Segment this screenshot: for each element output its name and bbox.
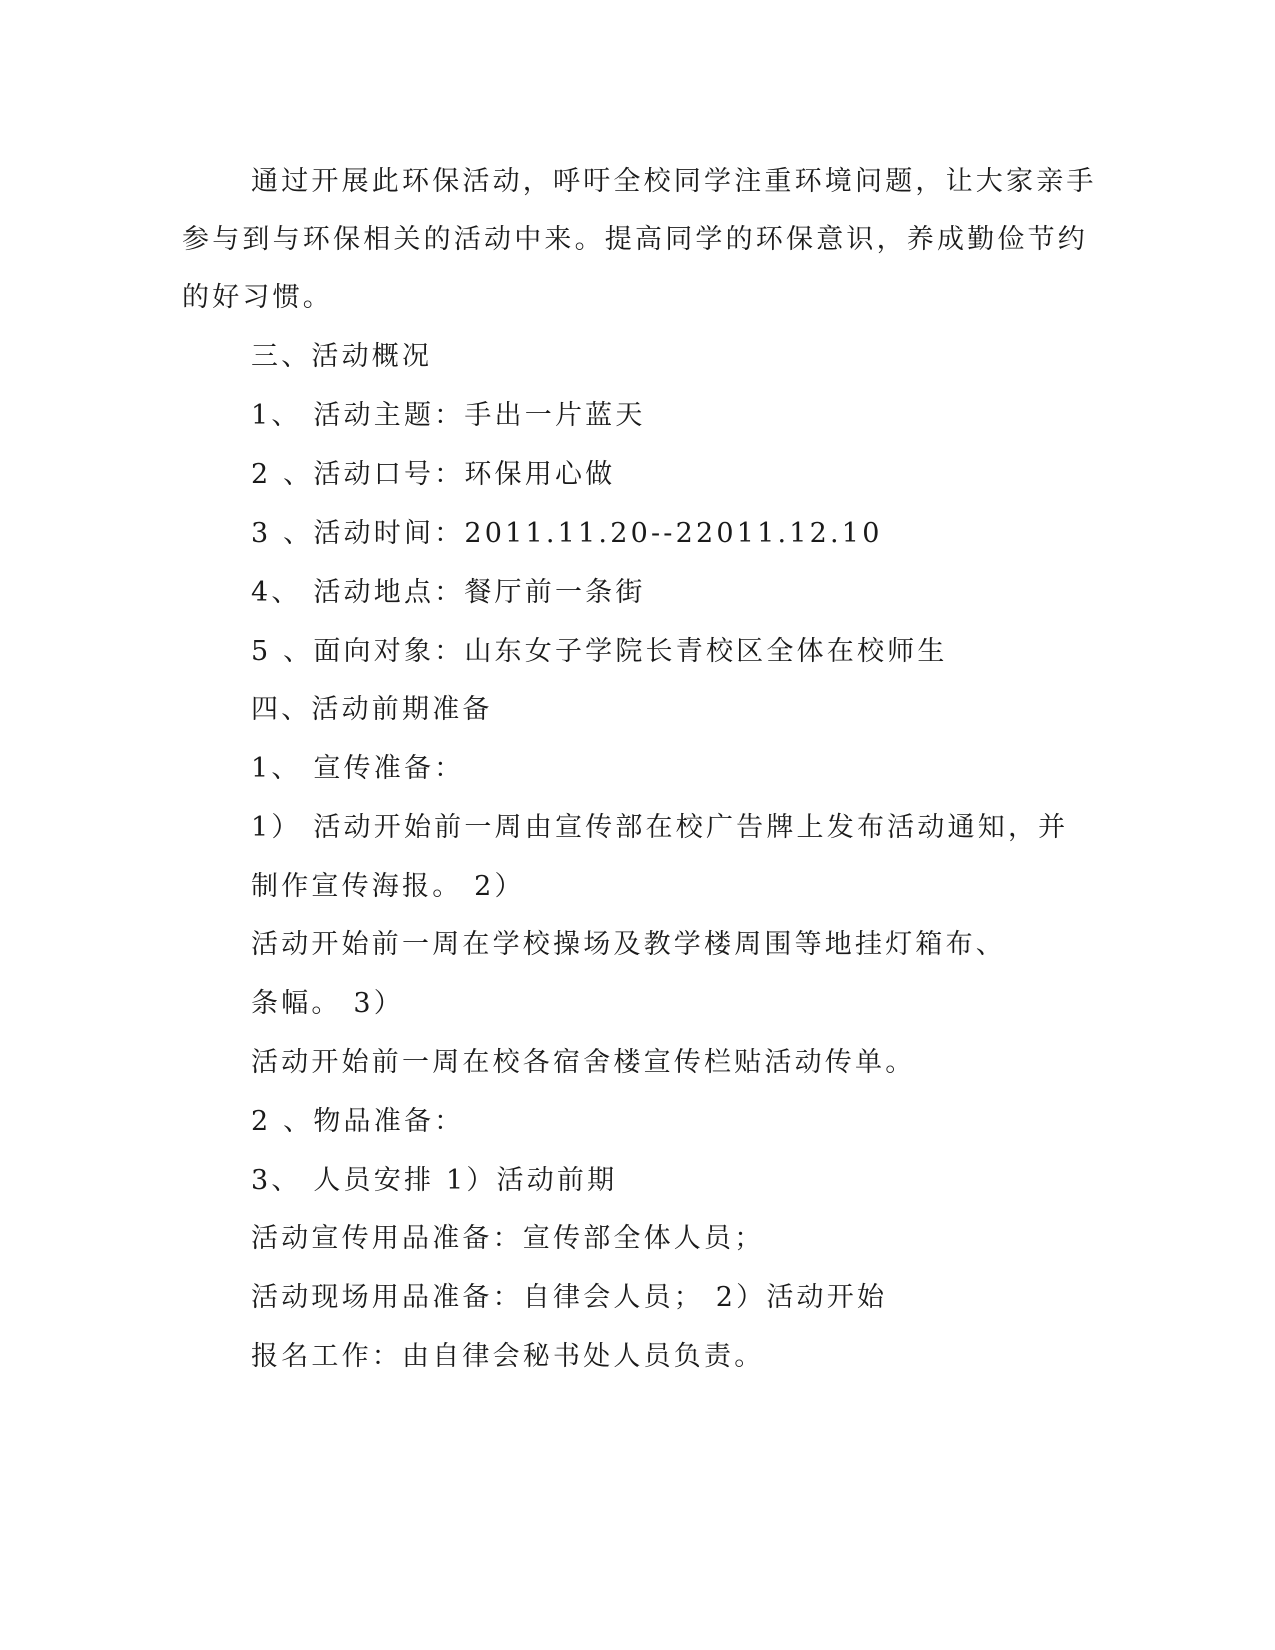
section-4-line: 活动现场用品准备：自律会人员； 2）活动开始 <box>251 1282 888 1313</box>
section-3-item-slogan: 2 、活动口号：环保用心做 <box>251 459 616 490</box>
section-4-line: 1） 活动开始前一周由宣传部在校广告牌上发布活动通知，并 <box>251 812 1069 843</box>
section-4-line: 活动开始前一周在学校操场及教学楼周围等地挂灯箱布、 <box>251 929 1006 960</box>
intro-paragraph-line-2: 参与到与环保相关的活动中来。提高同学的环保意识，养成勤俭节约 <box>182 224 1088 255</box>
section-4-line: 条幅。 3） <box>251 988 404 1019</box>
intro-paragraph-line-1: 通过开展此环保活动，呼吁全校同学注重环境问题，让大家亲手 <box>251 166 1097 197</box>
section-4-line: 制作宣传海报。 2） <box>251 871 525 902</box>
section-4-line: 1、 宣传准备： <box>251 753 465 784</box>
section-4-line: 2 、物品准备： <box>251 1106 465 1137</box>
section-4-heading: 四、活动前期准备 <box>251 694 493 725</box>
section-3-item-theme: 1、 活动主题：手出一片蓝天 <box>251 400 646 431</box>
section-4-line: 活动开始前一周在校各宿舍楼宣传栏贴活动传单。 <box>251 1047 916 1078</box>
section-4-line: 活动宣传用品准备：宣传部全体人员； <box>251 1223 765 1254</box>
section-3-item-audience: 5 、面向对象：山东女子学院长青校区全体在校师生 <box>251 636 948 667</box>
section-3-heading: 三、活动概况 <box>251 341 433 372</box>
section-3-item-location: 4、 活动地点：餐厅前一条街 <box>251 577 646 608</box>
section-4-line: 3、 人员安排 1）活动前期 <box>251 1165 618 1196</box>
intro-paragraph-line-3: 的好习惯。 <box>182 282 333 313</box>
section-4-line: 报名工作：由自律会秘书处人员负责。 <box>251 1341 765 1372</box>
section-3-item-time: 3 、活动时间：2011.11.20--22011.12.10 <box>251 518 883 549</box>
